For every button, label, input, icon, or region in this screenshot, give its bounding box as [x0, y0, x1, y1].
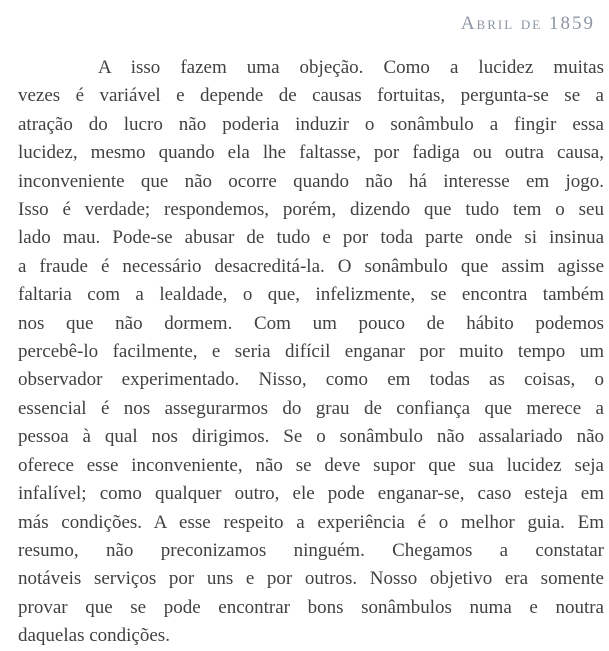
text-line: inconveniente que não ocorre quando não há interesse em jogo.	[18, 170, 604, 192]
text-line: observador experimentado. Nisso, como em todas as coisas, o	[18, 369, 604, 391]
text-line: faltaria com a lealdade, o que, infelizmente, se encontra também	[18, 284, 604, 306]
text-line: resumo, não preconizamos ninguém. Chegamos a constatar	[18, 539, 604, 561]
text-line: lucidez, mesmo quando ela lhe faltasse, por fadiga ou outra causa,	[18, 142, 604, 164]
text-line: nos que não dormem. Com um pouco de hábito podemos	[18, 312, 604, 334]
text-line: provar que se pode encontrar bons sonâmbulos numa e noutra	[18, 596, 604, 618]
text-line: Isso é verdade; respondemos, porém, dizendo que tudo tem o seu	[18, 199, 604, 221]
text-line: vezes é variável e depende de causas fortuitas, pergunta-se se a	[18, 85, 604, 107]
text-line: essencial é nos assegurarmos do grau de confiança que merece a	[18, 397, 604, 419]
body-paragraph	[18, 54, 604, 651]
text-line: atração do lucro não poderia induzir o sonâmbulo a fingir essa	[18, 113, 604, 135]
running-header-date: Abril de 1859	[460, 13, 595, 34]
text-line: notáveis serviços por uns e por outros. Nosso objetivo era somente	[18, 568, 604, 590]
text-line: lado mau. Pode-se abusar de tudo e por toda parte onde si insinua	[18, 227, 604, 249]
text-line: pessoa à qual nos dirigimos. Se o sonâmbulo não assalariado não	[18, 426, 604, 448]
text-line: percebê-lo facilmente, e seria difícil enganar por muito tempo um	[18, 341, 604, 363]
text-line: daquelas condições.	[18, 625, 170, 647]
text-line: A isso fazem uma objeção. Como a lucidez muitas	[98, 57, 604, 78]
text-line: infalível; como qualquer outro, ele pode enganar-se, caso esteja em	[18, 483, 604, 505]
text-line: oferece esse inconveniente, não se deve supor que sua lucidez seja	[18, 454, 604, 476]
text-line: a fraude é necessário desacreditá-la. O sonâmbulo que assim agisse	[18, 255, 604, 277]
text-line: más condições. A esse respeito a experiência é o melhor guia. Em	[18, 511, 604, 533]
